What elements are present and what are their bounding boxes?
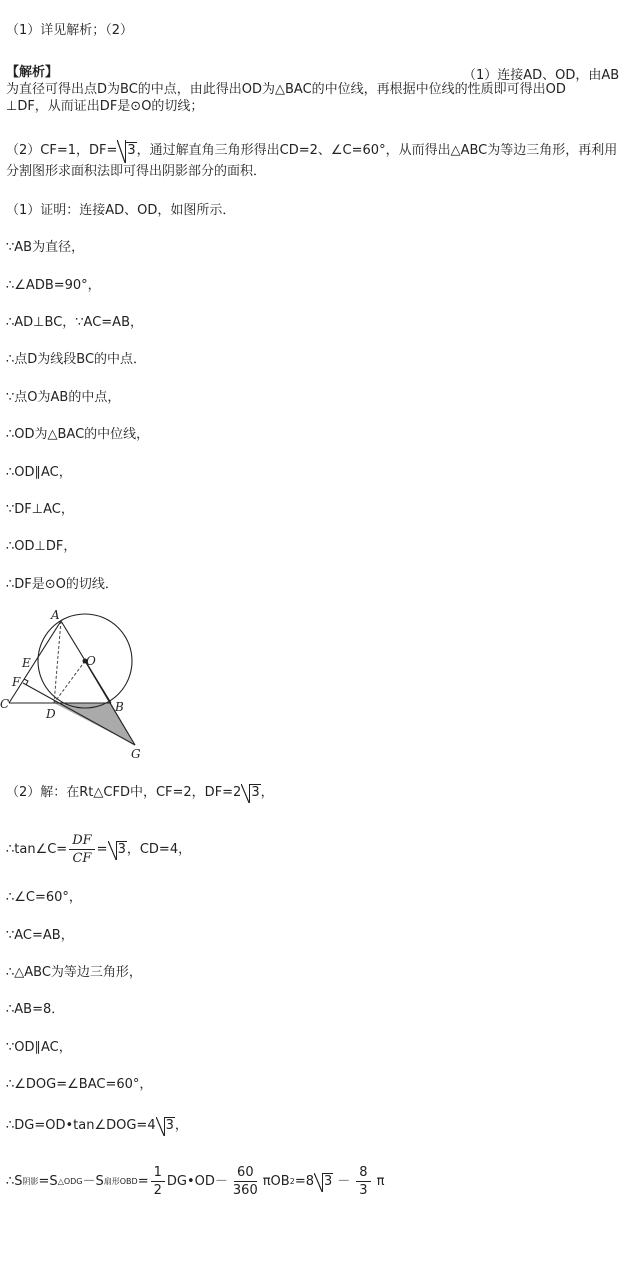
- proof1-line: ∵AB为直径，: [6, 240, 85, 255]
- proof2-text: －: [337, 1174, 351, 1189]
- proof2-text: ∴tan∠C=: [6, 842, 68, 857]
- proof2-line8: ∴∠DOG=∠BAC=60°，: [6, 1077, 153, 1092]
- proof2-line10: [6, 1164, 384, 1199]
- proof2-text: （2）解：在Rt△CFD中，CF=2，DF=2: [6, 785, 242, 800]
- fraction-df-cf: $\frac{DF}{CF}$: [69, 832, 94, 867]
- fraction-8-3: $\frac{8}{3}$: [356, 1164, 370, 1199]
- analysis-line2: 为直径可得出点D为BC的中点，由此得出OD为△BAC的中位线，再根据中位线的性质即可得出OD: [6, 82, 566, 97]
- analysis-line1: （1）连接AD、OD，由AB: [463, 68, 620, 83]
- sqrt-symbol: 3: [241, 784, 260, 801]
- label-o: O: [86, 654, 96, 668]
- label-e: E: [22, 656, 31, 670]
- proof1-line: ∵点O为AB的中点，: [6, 390, 121, 405]
- proof2-text: ，: [260, 785, 274, 800]
- proof2-line6: ∴AB=8．: [6, 1002, 65, 1017]
- proof2-text: －S: [82, 1174, 104, 1189]
- sqrt-symbol: 3: [108, 841, 127, 858]
- line-fg: [23, 683, 135, 745]
- subscript: △ODG: [57, 1177, 83, 1186]
- segment-ad: [54, 621, 61, 703]
- proof2-text: ∴DG=OD•tan∠DOG=4: [6, 1118, 156, 1133]
- proof1-line: ∴AD⊥BC，∵AC=AB，: [6, 315, 143, 330]
- proof1-line: ∵DF⊥AC，: [6, 502, 74, 517]
- proof2-text: π: [376, 1174, 385, 1189]
- fraction-one-half: $\frac{1}{2}$: [151, 1164, 165, 1199]
- segment-od: [54, 661, 85, 703]
- answer-line: （1）详见解析；（2）: [6, 23, 134, 38]
- proof2-text: πOB: [262, 1174, 290, 1189]
- subscript: 阴影: [22, 1177, 39, 1186]
- proof2-line1: [6, 784, 274, 801]
- proof2-text: =: [137, 1174, 149, 1189]
- proof1-line: ∴OD⊥DF，: [6, 539, 77, 554]
- proof2-text: =S: [38, 1174, 58, 1189]
- proof2-line9: [6, 1117, 188, 1134]
- fraction-60-360: $\frac{60}{360}$: [232, 1165, 258, 1198]
- analysis-line3: ⊥DF，从而证出DF是⊙O的切线；: [6, 99, 204, 114]
- label-d: D: [46, 707, 56, 721]
- sqrt-symbol: 3: [117, 140, 136, 161]
- proof2-line7: ∵OD∥AC，: [6, 1040, 72, 1055]
- label-a: A: [51, 608, 60, 622]
- proof1-line: ∴DF是⊙O的切线．: [6, 577, 118, 592]
- proof2-text: DG•OD－: [166, 1174, 228, 1189]
- proof1-line: ∴点D为线段BC的中点．: [6, 352, 147, 367]
- label-b: B: [115, 700, 124, 714]
- proof2-line2: [6, 832, 191, 867]
- proof2-line4: ∵AC=AB，: [6, 928, 74, 943]
- analysis-p2-text-b: ，通过解直角三角形得出CD=2、∠C=60°，从而得出△ABC为等边三角形，再利用分割图形求面积法即可得出阴影部分的面积．: [6, 143, 618, 179]
- proof2-text: ∴S: [6, 1174, 23, 1189]
- sqrt-symbol: 3: [156, 1117, 175, 1134]
- proof1-line: ∴OD∥AC，: [6, 465, 72, 480]
- proof1-line: ∴∠ADB=90°，: [6, 278, 101, 293]
- proof1-line: （1）证明：连接AD、OD，如图所示．: [6, 203, 236, 218]
- proof2-text: ，: [174, 1118, 188, 1133]
- sqrt-symbol: 3: [314, 1173, 333, 1190]
- proof2-text: =: [96, 842, 108, 857]
- analysis-tag: 【解析】: [6, 65, 59, 80]
- segment-ac: [9, 621, 61, 703]
- analysis-p2-text-a: （2）CF=1，DF=: [6, 143, 118, 158]
- proof1-line: ∴OD为△BAC的中位线，: [6, 427, 150, 442]
- proof2-line5: ∴△ABC为等边三角形，: [6, 965, 142, 980]
- label-f: F: [12, 675, 21, 689]
- superscript: 2: [289, 1177, 295, 1186]
- proof2-text: ，CD=4，: [126, 842, 192, 857]
- proof2-line3: ∴∠C=60°，: [6, 890, 82, 905]
- label-g: G: [131, 747, 141, 761]
- proof2-text: =8: [294, 1174, 314, 1189]
- label-c: C: [0, 697, 10, 711]
- subscript: 扇形OBD: [103, 1177, 138, 1186]
- analysis-part2: [6, 140, 628, 182]
- geometry-figure: [0, 605, 160, 763]
